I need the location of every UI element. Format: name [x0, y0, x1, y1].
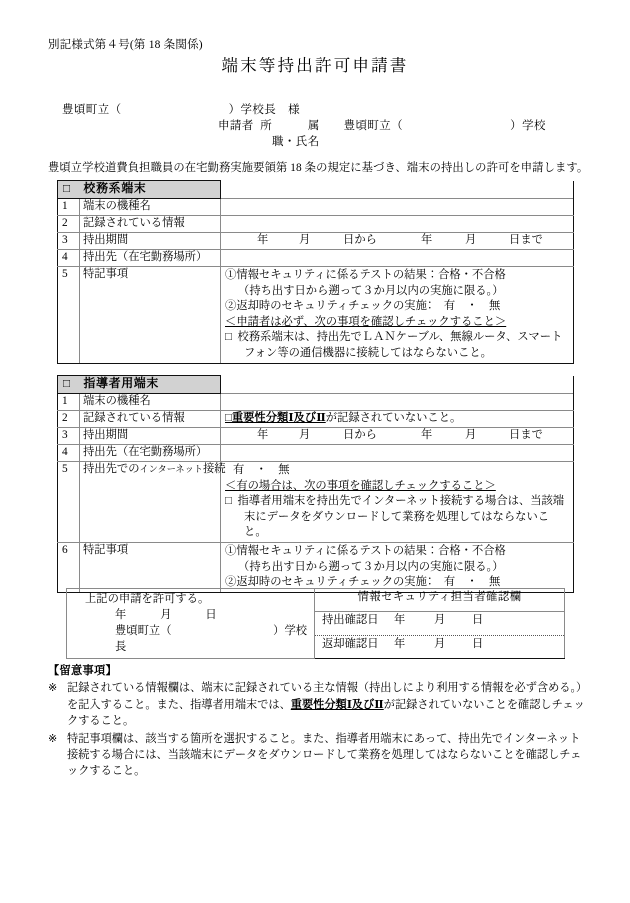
table-row	[58, 199, 574, 216]
year-label: 年	[257, 429, 269, 441]
note-line-1: ①情報セキュリティに係るテストの結果：合格・不合格	[225, 269, 506, 281]
note-text-pre: 記録されている情報欄は、端末に記録されている主な情報（持出しにより利用する情報を必ず含める。）を記入すること。また、指導者用端末では、	[67, 682, 588, 711]
checkbox-item[interactable]	[225, 330, 570, 361]
checkbox-item[interactable]	[225, 494, 570, 541]
row-label: 持出期間	[80, 428, 221, 445]
row-value-recorded-info[interactable]	[221, 411, 574, 428]
note-line-4: ＜申請者は必ず、次の事項を確認しチェックすること＞	[225, 315, 507, 328]
note-line-2: （持ち出す日から遡って３か月以内の実施に限る。）	[238, 560, 504, 573]
day-from-label: 日から	[343, 429, 377, 441]
page-title: 端末等持出許可申請書	[221, 56, 409, 75]
row-value-special-notes[interactable]	[221, 542, 574, 592]
note-marker: ※	[48, 682, 58, 695]
row-value-special-notes[interactable]	[221, 267, 574, 364]
row-value-period[interactable]	[221, 233, 574, 250]
table-row	[58, 394, 574, 411]
table-row	[58, 250, 574, 267]
confirm-month: 月	[434, 637, 446, 650]
table-teacher-terminal	[57, 375, 574, 593]
form-number: 別記様式第４号(第 18 条関係)	[48, 39, 203, 51]
approval-principal-line[interactable]: 豊頃町立（ ）学校長	[115, 625, 308, 653]
addressee-line: 豊頃町立（ ）学校長 様	[62, 104, 300, 116]
year-label-2: 年	[421, 234, 433, 246]
row-number: 4	[58, 445, 80, 462]
row-label	[80, 462, 226, 543]
checkbox-text: 校務系端末は、持出先でＬＡＮケーブル、無線ルータ、スマートフォン等の通信機器に接続してはならないこと。	[237, 331, 563, 359]
section-header-teacher: □ 指導者用端末	[58, 376, 221, 394]
table-row	[58, 181, 574, 199]
applicant-name-label: 職・氏名	[272, 136, 320, 148]
row-number: 2	[58, 411, 80, 428]
table-row	[58, 376, 574, 394]
approval-date-line[interactable]: 年 月 日	[115, 609, 217, 621]
row-value-recorded-info[interactable]	[221, 216, 574, 233]
confirm-month: 月	[434, 614, 446, 627]
approval-block	[66, 588, 565, 659]
label-post: 接続	[202, 463, 226, 475]
notes-title: 【留意事項】	[48, 665, 117, 677]
table-row	[58, 233, 574, 250]
confirm-day: 日	[472, 614, 484, 627]
row-label: 特記事項	[80, 542, 221, 592]
table-school-terminal	[57, 180, 574, 364]
table-row	[58, 411, 574, 428]
month-label-2: 月	[465, 429, 477, 441]
row-label: 記録されている情報	[80, 411, 221, 428]
row-number: 2	[58, 216, 80, 233]
month-label: 月	[299, 429, 311, 441]
confirm-row-takeout[interactable]	[315, 612, 565, 635]
row-label: 端末の機種名	[80, 394, 221, 411]
note-text-post: が記録されていないことを確認しチェックすること。	[67, 698, 585, 728]
month-label: 月	[299, 234, 311, 246]
label-pre: 持出先での	[83, 463, 140, 475]
classification-rest: が記録されていないこと。	[325, 412, 462, 424]
note-line-2: （持ち出す日から遡って３か月以内の実施に限る。）	[238, 284, 504, 297]
day-to-label: 日まで	[509, 429, 543, 441]
row-number: 6	[58, 542, 80, 592]
row-number: 1	[58, 394, 80, 411]
note-line-3: ②返却時のセキュリティチェックの実施： 有 ・ 無	[225, 300, 501, 313]
confirm-row-return[interactable]	[315, 635, 565, 658]
day-to-label: 日まで	[509, 234, 543, 246]
table-row	[58, 216, 574, 233]
applicant-affiliation: 所 属 豊頃町立（ ）学校	[260, 120, 546, 132]
row-value-internet-connection[interactable]	[221, 462, 574, 543]
row-label: 特記事項	[80, 267, 221, 364]
row-number: 4	[58, 250, 80, 267]
row-value-period[interactable]	[221, 428, 574, 445]
applicant-affiliation-line	[218, 117, 546, 133]
confirm-header: 情報セキュリティ担当者確認欄	[315, 589, 565, 612]
note-item	[48, 731, 588, 780]
confirm-label: 返却確認日	[322, 637, 379, 650]
row-number: 5	[58, 462, 80, 543]
table-row	[58, 267, 574, 364]
table-row	[58, 445, 574, 462]
row-label: 持出先（在宅勤務場所）	[80, 445, 221, 462]
table-row	[67, 589, 565, 612]
internet-instruction: ＜有の場合は、次の事項を確認しチェックすること＞	[225, 479, 496, 492]
intro-paragraph: 豊頃立学校道費負担職員の在宅勤務実施要領第 18 条の規定に基づき、端末の持出しの許可を申請します。	[48, 162, 589, 174]
row-label: 持出期間	[80, 233, 221, 250]
row-value-destination[interactable]	[221, 445, 574, 462]
note-item	[48, 680, 588, 729]
notes-section	[48, 663, 588, 780]
row-number: 1	[58, 199, 80, 216]
checkbox-icon[interactable]: □	[225, 495, 232, 508]
checkbox-icon[interactable]: □	[225, 331, 232, 344]
approval-statement: 上記の申請を許可する。	[85, 593, 210, 605]
internet-option-line[interactable]: 有 ・ 無	[233, 464, 290, 476]
applicant-label: 申請者	[218, 120, 254, 132]
label-kana: インターネット	[139, 464, 203, 474]
note-marker: ※	[48, 732, 58, 745]
row-value-model-name[interactable]	[221, 394, 574, 411]
section-header-blank	[221, 181, 574, 199]
confirm-day: 日	[472, 637, 484, 650]
row-number: 3	[58, 428, 80, 445]
table-row	[58, 428, 574, 445]
note-text-pre: 特記事項欄は、該当する箇所を選択すること。また、指導者用端末にあって、持出先でインターネット接続する場合には、当該端末にデータをダウンロードして業務を処理してはならないことを確認しチェックすること。	[67, 732, 582, 778]
year-label: 年	[257, 234, 269, 246]
confirm-year: 年	[394, 614, 406, 627]
day-from-label: 日から	[343, 234, 377, 246]
confirm-year: 年	[394, 637, 406, 650]
year-label-2: 年	[421, 429, 433, 441]
row-value-destination[interactable]	[221, 250, 574, 267]
month-label-2: 月	[465, 234, 477, 246]
table-row	[58, 542, 574, 592]
row-number: 3	[58, 233, 80, 250]
section-header-school: □ 校務系端末	[58, 181, 221, 199]
row-label: 持出先（在宅勤務場所）	[80, 250, 221, 267]
classification-emphasis: □重要性分類Ⅰ及びⅡ	[225, 412, 326, 424]
row-label: 端末の機種名	[80, 199, 221, 216]
confirm-label: 持出確認日	[322, 614, 379, 627]
table-row	[58, 462, 574, 543]
checkbox-text: 指導者用端末を持出先でインターネット接続する場合は、当該端末にデータをダウンロードして業務を処理してはならないこと。	[237, 495, 565, 539]
row-label: 記録されている情報	[80, 216, 221, 233]
approval-statement-cell	[67, 589, 315, 659]
row-value-model-name[interactable]	[221, 199, 574, 216]
section-header-blank	[221, 376, 574, 394]
note-line-3: ②返却時のセキュリティチェックの実施： 有 ・ 無	[225, 576, 501, 589]
row-number: 5	[58, 267, 80, 364]
note-emphasis: 重要性分類Ⅰ及びⅡ	[290, 698, 384, 711]
note-line-1: ①情報セキュリティに係るテストの結果：合格・不合格	[225, 544, 506, 557]
